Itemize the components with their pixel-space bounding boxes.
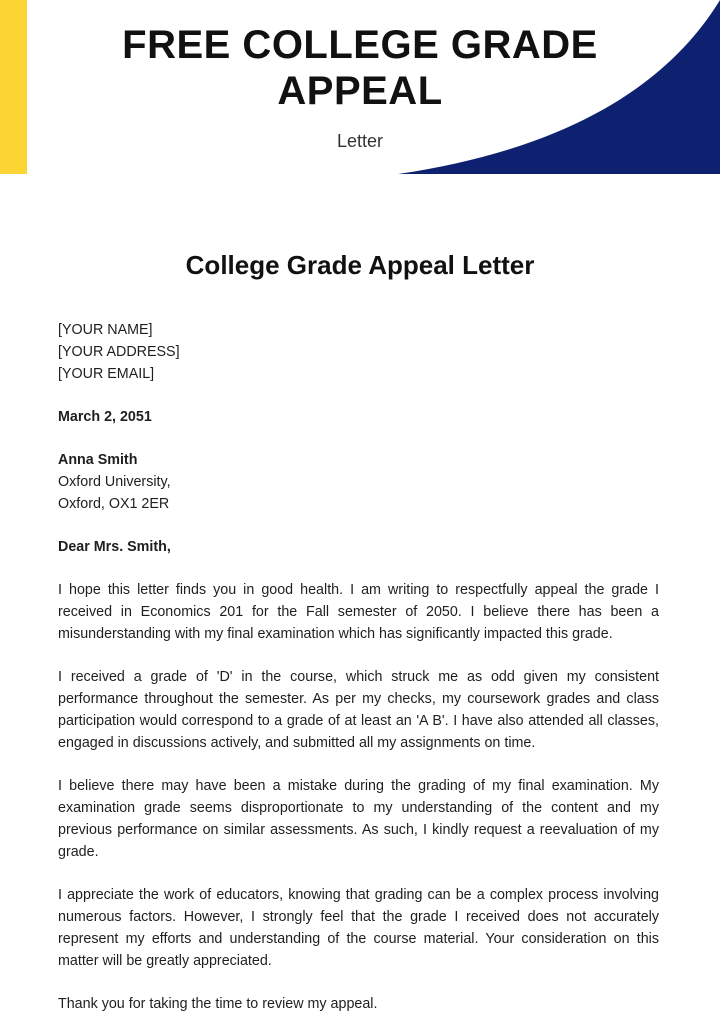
recipient-block [58, 449, 659, 515]
banner-subtitle: Letter [336, 131, 384, 151]
paragraph-2: I received a grade of 'D' in the course, which struck me as odd given my consistent performance throughout the semester. As per my checks, my coursework grades and class participation would correspond to a grade of at least an 'A B'. I have also attended all classes, engaged in discussions actively, and submitted all my assignments on time. [58, 669, 659, 751]
letter-body [58, 319, 659, 1036]
sender-name: [YOUR NAME] [58, 322, 153, 338]
letter-date: March 2, 2051 [58, 409, 152, 425]
salutation: Dear Mrs. Smith, [58, 539, 171, 555]
header-banner [0, 0, 720, 174]
sender-block [58, 319, 659, 385]
recipient-line-1: Oxford University, [58, 474, 171, 490]
paragraph-3: I believe there may have been a mistake during the grading of my final examination. My examination grade seems disproportionate to my understanding of the content and my previous performance on similar assessments. As such, I kindly request a reevaluation of my grade. [58, 778, 659, 860]
paragraph-4: I appreciate the work of educators, knowing that grading can be a complex process involving numerous factors. However, I strongly feel that the grade I received does not accurately represent my efforts and understanding of the course material. Your consideration on this matter will be greatly appreciated. [58, 887, 659, 969]
salutation-block [58, 536, 659, 558]
recipient-name: Anna Smith [58, 452, 138, 468]
paragraph-1: I hope this letter finds you in good health. I am writing to respectfully appeal the grade I received in Economics 201 for the Fall semester of 2050. I believe there has been a misunderstanding with my final examination which has significantly impacted this grade. [58, 582, 659, 642]
sender-address: [YOUR ADDRESS] [58, 344, 180, 360]
letter-title: College Grade Appeal Letter [185, 250, 535, 280]
banner-title: FREE COLLEGE GRADE APPEAL [122, 23, 598, 113]
sender-email: [YOUR EMAIL] [58, 366, 155, 382]
date-block [58, 406, 659, 428]
closing-line: Thank you for taking the time to review my appeal. [58, 996, 378, 1012]
recipient-line-2: Oxford, OX1 2ER [58, 496, 170, 512]
